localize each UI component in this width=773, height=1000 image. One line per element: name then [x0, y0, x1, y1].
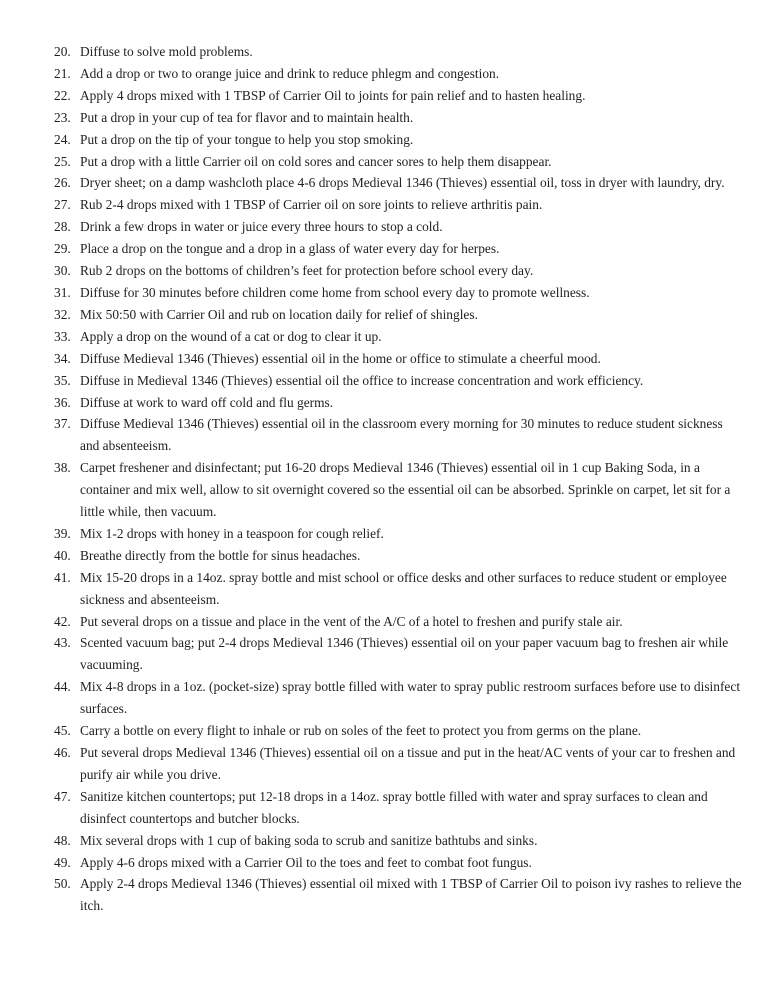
list-item — [54, 216, 744, 238]
item-text: Carpet freshener and disinfectant; put 16-20 drops Medieval 1346 (Thieves) essential oil in 1 cup Baking Soda, in a container and mix well, allow to sit overnight covered so the essential oil can be absorbed. Sprinkle on carpet, let sit for a little while, then vacuum. — [80, 460, 731, 520]
numbered-list — [54, 41, 744, 917]
item-number: 44. — [54, 679, 71, 695]
item-number: 34. — [54, 350, 71, 366]
list-item — [54, 282, 744, 304]
item-number: 24. — [54, 131, 71, 147]
item-number: 21. — [54, 65, 71, 81]
item-number: 39. — [54, 525, 71, 541]
item-number: 47. — [54, 788, 71, 804]
item-text: Put a drop with a little Carrier oil on cold sores and cancer sores to help them disappear. — [80, 153, 552, 169]
item-number: 27. — [54, 197, 71, 213]
item-text: Put a drop in your cup of tea for flavor and to maintain health. — [80, 109, 414, 125]
list-item — [54, 742, 744, 786]
item-number: 33. — [54, 328, 71, 344]
list-item — [54, 194, 744, 216]
list-item — [54, 413, 744, 457]
list-item — [54, 85, 744, 107]
item-number: 28. — [54, 219, 71, 235]
item-text: Put a drop on the tip of your tongue to help you stop smoking. — [80, 131, 414, 147]
list-item — [54, 129, 744, 151]
item-number: 43. — [54, 635, 71, 651]
list-item — [54, 238, 744, 260]
item-number: 42. — [54, 613, 71, 629]
list-item — [54, 611, 744, 633]
item-text: Diffuse Medieval 1346 (Thieves) essential oil in the classroom every morning for 30 minutes to reduce student sickness and absenteeism. — [80, 416, 723, 454]
list-item — [54, 545, 744, 567]
list-item — [54, 304, 744, 326]
list-item — [54, 172, 744, 194]
item-number: 40. — [54, 547, 71, 563]
item-number: 29. — [54, 241, 71, 257]
item-text: Diffuse for 30 minutes before children come home from school every day to promote wellness. — [80, 284, 590, 300]
item-text: Put several drops Medieval 1346 (Thieves) essential oil on a tissue and put in the heat/AC vents of your car to freshen and purify air while you drive. — [80, 745, 736, 782]
item-text: Diffuse at work to ward off cold and flu germs. — [80, 394, 334, 410]
list-item — [54, 873, 744, 917]
item-number: 45. — [54, 723, 71, 739]
item-text: Diffuse Medieval 1346 (Thieves) essential oil in the home or office to stimulate a cheerful mood. — [80, 350, 601, 366]
item-number: 23. — [54, 109, 71, 125]
item-text: Rub 2-4 drops mixed with 1 TBSP of Carrier oil on sore joints to relieve arthritis pain. — [80, 197, 543, 213]
item-number: 26. — [54, 175, 71, 191]
item-number: 32. — [54, 306, 71, 322]
list-item — [54, 676, 744, 720]
item-number: 36. — [54, 394, 71, 410]
item-number: 46. — [54, 745, 71, 760]
list-item — [54, 63, 744, 85]
list-item — [54, 852, 744, 874]
item-text: Sanitize kitchen countertops; put 12-18 drops in a 14oz. spray bottle filled with water and spray surfaces to clean and disinfect countertops and butcher blocks. — [80, 788, 708, 826]
list-item — [54, 326, 744, 348]
item-number: 30. — [54, 263, 71, 279]
list-item — [54, 457, 744, 523]
item-number: 37. — [54, 416, 71, 432]
item-text: Mix 15-20 drops in a 14oz. spray bottle and mist school or office desks and other surfaces to reduce student or employee sickness and absenteeism. — [80, 569, 727, 607]
item-number: 31. — [54, 284, 71, 300]
item-number: 25. — [54, 153, 71, 169]
item-text: Apply 2-4 drops Medieval 1346 (Thieves) essential oil mixed with 1 TBSP of Carrier Oil to poison ivy rashes to relieve the itch. — [80, 876, 742, 914]
list-item — [54, 370, 744, 392]
item-text: Diffuse in Medieval 1346 (Thieves) essential oil the office to increase concentration and work efficiency. — [80, 372, 644, 388]
item-text: Diffuse to solve mold problems. — [80, 44, 253, 59]
item-number: 41. — [54, 569, 71, 585]
item-text: Put several drops on a tissue and place in the vent of the A/C of a hotel to freshen and purify stale air. — [80, 613, 623, 629]
item-number: 49. — [54, 854, 71, 870]
list-item — [54, 567, 744, 611]
item-text: Add a drop or two to orange juice and drink to reduce phlegm and congestion. — [80, 65, 500, 81]
list-item — [54, 523, 744, 545]
list-item — [54, 151, 744, 173]
list-item — [54, 392, 744, 414]
item-number: 22. — [54, 87, 71, 103]
item-text: Apply a drop on the wound of a cat or dog to clear it up. — [80, 328, 382, 344]
item-number: 48. — [54, 832, 71, 848]
item-text: Mix 4-8 drops in a 1oz. (pocket-size) spray bottle filled with water to spray public restroom surfaces before use to disinfect surfaces. — [80, 679, 741, 717]
item-text: Apply 4-6 drops mixed with a Carrier Oil to the toes and feet to combat foot fungus. — [80, 854, 532, 870]
item-text: Mix 1-2 drops with honey in a teaspoon for cough relief. — [80, 525, 384, 541]
item-number: 38. — [54, 460, 71, 476]
item-number: 50. — [54, 876, 71, 892]
item-text: Breathe directly from the bottle for sinus headaches. — [80, 547, 361, 563]
item-number: 20. — [54, 44, 71, 59]
item-number: 35. — [54, 372, 71, 388]
list-item — [54, 632, 744, 676]
item-text: Carry a bottle on every flight to inhale or rub on soles of the feet to protect you from germs on the plane. — [80, 723, 642, 739]
item-text: Scented vacuum bag; put 2-4 drops Medieval 1346 (Thieves) essential oil on your paper vacuum bag to freshen air while vacuuming. — [80, 635, 729, 673]
item-text: Apply 4 drops mixed with 1 TBSP of Carrier Oil to joints for pain relief and to hasten healing. — [80, 87, 586, 103]
list-item — [54, 720, 744, 742]
list-item — [54, 107, 744, 129]
item-text: Dryer sheet; on a damp washcloth place 4-6 drops Medieval 1346 (Thieves) essential oil, toss in dryer with laundry, dry. — [80, 175, 725, 191]
item-text: Rub 2 drops on the bottoms of children’s feet for protection before school every day. — [80, 263, 534, 279]
item-text: Drink a few drops in water or juice every three hours to stop a cold. — [80, 219, 443, 235]
item-text: Place a drop on the tongue and a drop in a glass of water every day for herpes. — [80, 241, 500, 257]
list-item — [54, 41, 744, 63]
list-item — [54, 830, 744, 852]
list-item — [54, 260, 744, 282]
item-text: Mix 50:50 with Carrier Oil and rub on location daily for relief of shingles. — [80, 306, 478, 322]
list-item — [54, 348, 744, 370]
item-text: Mix several drops with 1 cup of baking soda to scrub and sanitize bathtubs and sinks. — [80, 832, 538, 848]
list-item — [54, 786, 744, 830]
